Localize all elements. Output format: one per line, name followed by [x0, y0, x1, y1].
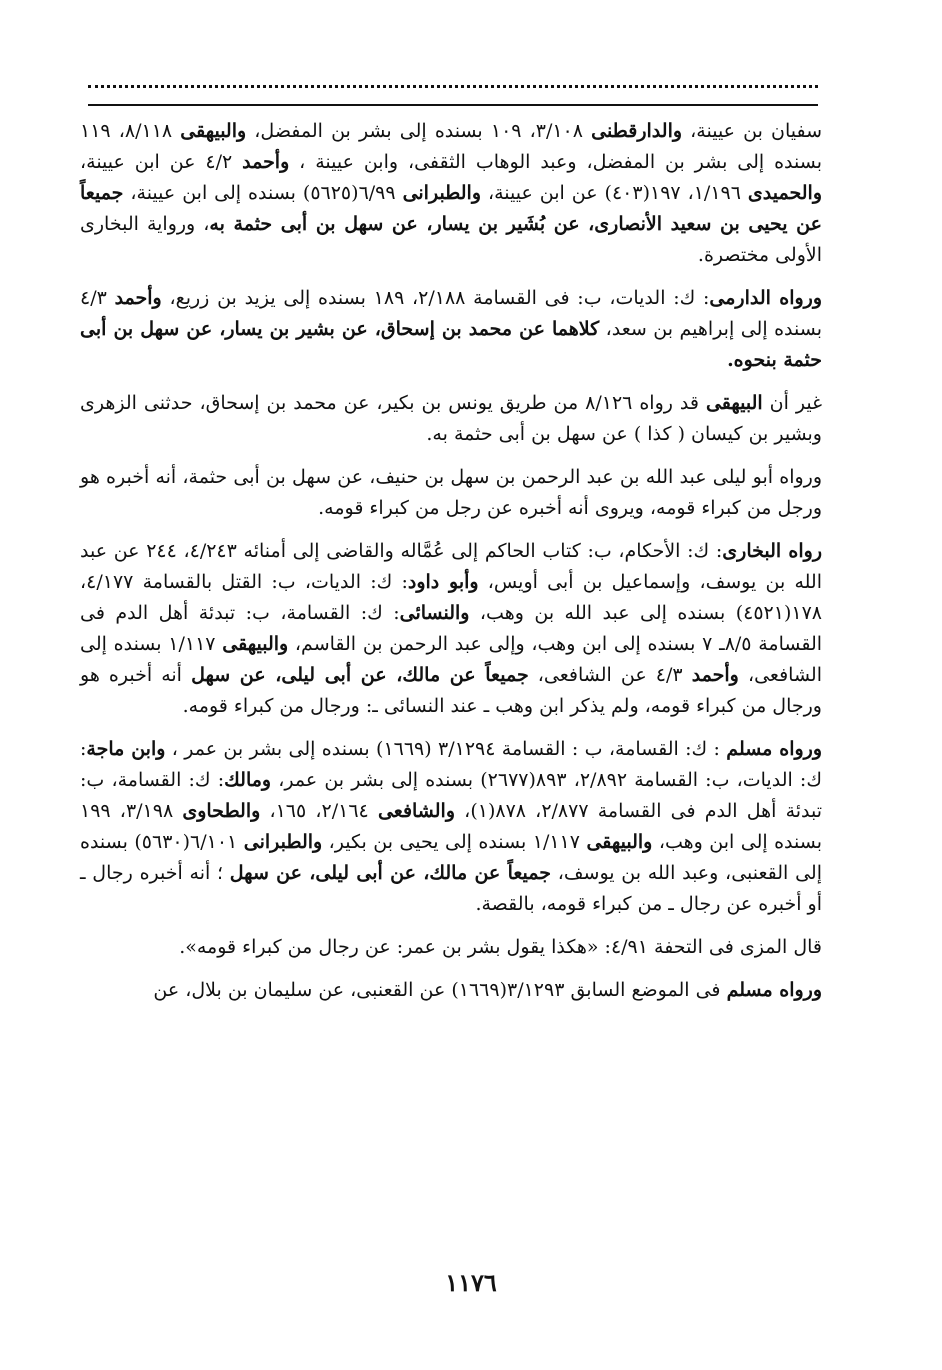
text-segment: ٤/٣ بسنده إلى إبراهيم بن سعد،: [80, 287, 822, 340]
text-segment: : ك: الديات، ب: القتل بالقسامة ٤/١٧٧، ١٧٨(٤٥٢١) بسنده إلى عبد الله بن وهب،: [80, 571, 822, 624]
text-segment: : ك: القسامة، ب: تبدئة أهل الدم فى القسامة ٢/٨٧٧، ٨٧٨(١)،: [80, 769, 823, 822]
bold-text: جميعاً عن مالك، عن أبى ليلى، عن سهل: [191, 664, 529, 686]
paragraph: [80, 734, 822, 920]
text-segment: ١/١٩٦، ١٩٧(٤٠٣) عن ابن عيينة،: [481, 182, 748, 204]
bold-text: والنسائى: [399, 602, 470, 624]
bold-text: رواه البخارى: [722, 540, 822, 562]
text-segment: ورواه أبو ليلى عبد الله بن عبد الرحمن بن سهل بن حنيف، عن سهل بن أبى حثمة، أنه أخبره هو ورجل من كبراء قومه، ويروى أنه أخبره عن رجل من كبراء قومه.: [80, 466, 822, 519]
text-segment: أنه أخبره هو ورجال من كبراء قومه، ولم يذكر ابن وهب ـ عند النسائى ـ: ورجال من كبراء قومه.: [80, 664, 822, 717]
bold-text: والدارقطنى: [591, 120, 683, 142]
text-segment: قد رواه ٨/١٢٦ من طريق يونس بن بكير، عن محمد بن إسحاق، حدثنى الزهرى وبشير بن كيسان ( كذا ) عن سهل بن أبى حثمة به.: [80, 392, 822, 445]
bold-text: ورواه مسلم: [726, 979, 822, 1001]
bold-text: كلاهما عن محمد بن إسحاق، عن بشير بن يسار، عن سهل بن أبى حثمة بنحوه.: [80, 318, 822, 371]
text-segment: : ك: الديات، ب: القسامة ٢/٨٩٢، ٨٩٣(٢٦٧٧) بسنده إلى بشر بن عمر،: [80, 738, 822, 791]
text-segment: ٣/١٠٨، ١٠٩ بسنده إلى بشر بن المفضل،: [246, 120, 592, 142]
text-segment: ؛ أنه أخبره رجال ـ أو أخبره عن رجال ـ من كبراء قومه، بالقصة.: [80, 862, 822, 915]
bold-text: والحميدى: [747, 182, 822, 204]
paragraph: [80, 932, 822, 963]
paragraph: [80, 116, 822, 271]
bold-text: وأبو داود: [407, 571, 479, 593]
bold-text: وأحمد: [242, 151, 290, 173]
bold-text: جميعاً عن مالك، عن أبى ليلى، عن سهل: [229, 862, 551, 884]
bold-text: ورواه الدارمى: [709, 287, 823, 309]
text-segment: ٦/١٠١(٥٦٣٠) بسنده إلى القعنبى، وعبد الله بن يوسف،: [80, 831, 822, 884]
bold-text: والبيهقى: [586, 831, 653, 853]
bold-text: والبيهقى: [222, 633, 289, 655]
text-segment: ٦/٩٩(٥٦٢٥) بسنده إلى ابن عيينة،: [123, 182, 403, 204]
paragraph: [80, 462, 822, 524]
text-segment: : ك: الديات، ب: فى القسامة ٢/١٨٨، ١٨٩ بسنده إلى يزيد بن زريع،: [161, 287, 710, 309]
text-segment: ٣/١٩٨، ١٩٩ بسنده إلى ابن وهب،: [80, 800, 823, 853]
bold-text: وأحمد: [691, 664, 739, 686]
bold-text: البيهقى: [705, 392, 763, 414]
text-segment: ، ورواية البخارى الأولى مختصرة.: [80, 213, 822, 266]
page-number: ١١٧٦: [445, 1268, 497, 1297]
text-segment: ٨/١١٨، ١١٩ بسنده إلى بشر بن المفضل، وعبد الوهاب الثقفى، وابن عيينة ،: [80, 120, 822, 173]
text-segment: قال المزى فى التحفة ٤/٩١: «هكذا يقول بشر بن عمر: عن رجال من كبراء قومه».: [179, 936, 822, 958]
text-segment: : ك: الأحكام، ب: كتاب الحاكم إلى عُمَّاله والقاضى إلى أمنائه ٤/٢٤٣، ٢٤٤ عن عبد الله بن يوسف، وإسماعيل بن أبى أويس،: [80, 540, 822, 593]
bold-text: والطبرانى: [243, 831, 323, 853]
bold-text: ومالك: [224, 769, 272, 791]
dotted-separator: [88, 74, 818, 88]
bold-text: والطبرانى: [402, 182, 482, 204]
text-segment: غير أن: [762, 392, 823, 414]
text-segment: ١/١١٧ بسنده إلى الشافعى،: [80, 633, 822, 686]
text-segment: ٤/٣ عن الشافعى،: [528, 664, 692, 686]
bold-text: ورواه مسلم: [726, 738, 823, 760]
footnote-body: [80, 116, 822, 1018]
paragraph: [80, 283, 822, 376]
header-rule: [88, 104, 818, 106]
text-segment: ١/١١٧ بسنده إلى يحيى بن بكير،: [322, 831, 587, 853]
paragraph: [80, 975, 822, 1006]
bold-text: جميعاً عن يحيى بن سعيد الأنصارى، عن بُشَير بن يسار، عن سهل بن أبى حثمة به: [80, 182, 822, 235]
text-segment: سفيان بن عيينة،: [682, 120, 823, 142]
bold-text: والطحاوى: [182, 800, 261, 822]
text-segment: ٤/٢ عن ابن عيينة،: [80, 151, 243, 173]
text-segment: فى الموضع السابق ٣/١٢٩٣(١٦٦٩) عن القعنبى، عن سليمان بن بلال، عن: [153, 979, 727, 1001]
bold-text: والبيهقى: [180, 120, 247, 142]
bold-text: والشافعى: [377, 800, 456, 822]
paragraph: [80, 388, 822, 450]
text-segment: : ك: القسامة، ب : القسامة ٣/١٢٩٤ (١٦٦٩) بسنده إلى بشر بن عمر ،: [165, 738, 727, 760]
bold-text: وابن ماجة: [86, 738, 166, 760]
text-segment: ٢/١٦٤، ١٦٥،: [260, 800, 378, 822]
text-segment: : ك: القسامة، ب: تبدئة أهل الدم فى القسامة ٨/٥ـ ٧ بسنده إلى ابن وهب، وإلى عبد الرحمن بن القاسم،: [80, 602, 823, 655]
bold-text: وأحمد: [114, 287, 162, 309]
paragraph: [80, 536, 822, 722]
